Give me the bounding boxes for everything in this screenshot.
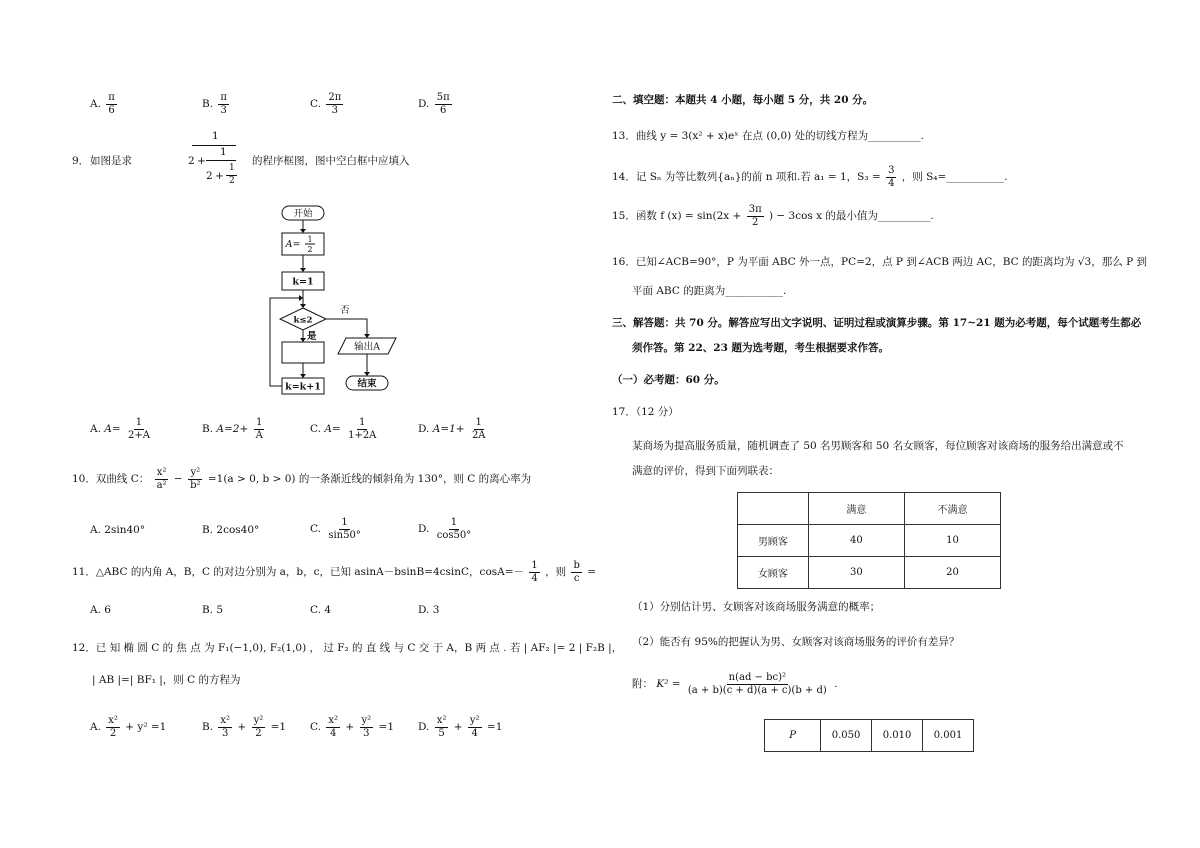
flow-increment-label: k=k+1 [285,381,321,393]
table-cell [738,493,809,525]
q16-line2: 平面 ABC 的距离为___________. [632,285,787,297]
q13: 13．曲线 y = 3(x² + x)eˣ 在点 (0,0) 处的切线方程为__________. [612,130,924,142]
critical-value-table [764,719,974,752]
contingency-table [737,492,1001,589]
section-2-title: 二、填空题：本题共 4 小题，每小题 5 分，共 20 分。 [612,94,874,106]
q12-option-d: D. $\frac{\text{x²}}{5}$ + $\frac{\text{y²}}{4}$ =1 [418,715,503,739]
table-cell: 10 [904,525,1000,557]
q9-number: 9． [72,155,90,167]
appendix-formula: 附： K² = $\frac{\text{n(ad − bc)²}}{(a + b)(c + d)(a + c)(b + d)}$ . [632,672,838,696]
table-row [738,557,1001,589]
table-row [738,525,1001,557]
q12-option-c: C. $\frac{\text{x²}}{4}$ + $\frac{\text{y²}}{3}$ =1 [310,715,394,739]
q9-option-b: B. A=2+ $\frac{1}{A}$ [202,417,263,441]
q17-paragraph-1: 某商场为提高服务质量，随机调查了 50 名男顾客和 50 名女顾客，每位顾客对该商场的服务给出满意或不 [632,440,1124,452]
flow-no-label: 否 [340,305,350,316]
q10-option-a: A. 2sin40° [90,524,146,536]
table-cell: 0.001 [923,720,974,752]
svg-text:2: 2 [307,245,313,254]
table-cell: 30 [808,557,904,589]
q9-option-d: D. A=1+ $\frac{1}{2A}$ [418,417,486,441]
q17-sub-2: （2）能否有 95%的把握认为男、女顾客对该商场服务的评价有差异？ [632,636,960,648]
table-header: 满意 [808,493,904,525]
flow-end-label: 结束 [357,378,377,390]
table-cell: 0.010 [872,720,923,752]
q15: 15．函数 f (x) = sin(2x + $\frac{3\pi}{2}$ ) − 3cos x 的最小值为__________. [612,204,934,228]
q11-option-b: B. 5 [202,604,224,616]
svg-text:1: 1 [307,235,313,244]
q12-line2: | AB |=| BF₁ |，则 C 的方程为 [92,674,241,686]
flow-start-label: 开始 [293,208,313,220]
q8-option-b: B. $\frac{\pi}{3}$ [202,92,227,116]
table-header: 不满意 [904,493,1000,525]
flow-output-label: 输出A [354,341,380,353]
q9-option-a: A. A= $\frac{1}{2+A}$ [90,417,150,441]
q10-question: 10．双曲线 C： $\frac{\text{x²}}{\text{a²}}$ − $\frac{\text{y²}}{\text{b²}}$ =1(a > 0, b > 0) 的一条渐近线的倾斜角为 130°，则 C 的离心率为 [72,467,532,491]
table-row [738,493,1001,525]
q17-heading: 17．（12 分） [612,406,679,418]
flow-assign-k-label: k=1 [292,276,314,288]
q17-paragraph-2: 满意的评价，得到下面列联表： [632,465,779,477]
q11-option-a: A. 6 [90,604,111,616]
q9-continued-fraction: 1 2 + 1 2 + 1 2 [130,130,248,190]
section-3-line1: 三、解答题：共 70 分。解答应写出文字说明、证明过程或演算步骤。第 17~21 题为必考题，每个试题考生都必 [612,317,1142,329]
table-cell: 男顾客 [738,525,809,557]
q12-option-b: B. $\frac{\text{x²}}{3}$ + $\frac{\text{y²}}{2}$ =1 [202,715,287,739]
q10-option-d: D. $\frac{1}{\cos 50^\circ}$ [418,517,472,541]
flow-condition-label: k≤2 [293,315,313,326]
q8-option-a: A. $\frac{\pi}{6}$ [90,92,115,116]
table-row [765,720,974,752]
q12-option-a: A. $\frac{\text{x²}}{2}$ + y² =1 [90,715,167,739]
q9-option-c: C. A= $\frac{1}{1+2A}$ [310,417,377,441]
q17-sub-1: （1）分别估计男、女顾客对该商场服务满意的概率； [632,601,881,613]
q8-option-c: C. $\frac{2\pi}{3}$ [310,92,342,116]
svg-text:A=: A= [285,239,301,250]
required-section-heading: （一）必考题：60 分。 [612,374,725,386]
q8-option-d: D. $\frac{5\pi}{6}$ [418,92,450,116]
flow-blank-box [282,342,324,363]
q11-option-c: C. 4 [310,604,332,616]
q10-option-c: C. $\frac{1}{\sin 50^\circ}$ [310,517,361,541]
q12-line1: 12．已 知 椭 圆 C 的 焦 点 为 F₁(−1,0), F₂(1,0) ， 过 F₂ 的 直 线 与 C 交 于 A，B 两 点 . 若 | AF₂ |= 2 | F₂B |， [72,642,623,654]
flowchart [260,200,410,405]
section-3-line2: 须作答。第 22、23 题为选考题，考生根据要求作答。 [632,342,890,354]
table-cell: 0.050 [821,720,872,752]
q11-option-d: D. 3 [418,604,440,616]
table-cell: 女顾客 [738,557,809,589]
q10-option-b: B. 2cos40° [202,524,260,536]
table-cell: P [765,720,821,752]
flow-yes-label: 是 [307,331,317,342]
q14: 14．记 Sₙ 为等比数列{aₙ}的前 n 项和.若 a₁ = 1，S₃ = $\frac{3}{4}$ ，则 S₄=___________. [612,165,1008,189]
table-cell: 20 [904,557,1000,589]
table-cell: 40 [808,525,904,557]
q11-question: 11．△ABC 的内角 A，B，C 的对边分别为 a，b，c，已知 asinA－bsinB=4csinC，cosA=－ $\frac{1}{4}$ ，则 $\frac{b}{c}$ = [72,560,596,584]
q16-line1: 16．已知∠ACB=90°，P 为平面 ABC 外一点，PC=2，点 P 到∠ACB 两边 AC，BC 的距离均为 √3，那么 P 到 [612,256,1147,268]
